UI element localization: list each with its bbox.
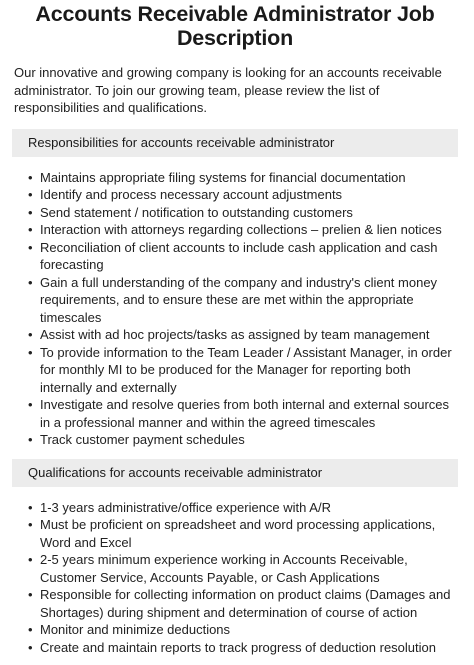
list-item-text: Must be proficient on spreadsheet and word processing applications, Word and Excel [40,517,436,550]
bullet-icon: • [28,169,33,185]
list-item-text: Investigate and resolve queries from both internal and external sources in a professional manner and within the agreed timescales [40,397,450,430]
list-item [28,344,458,397]
list-item-text: Responsible for collecting information on product claims (Damages and Shortages) during shipment and determination of course of action [40,587,451,620]
list-item-text: Interaction with attorneys regarding collections – prelien & lien notices [40,222,442,237]
list-item-text: Track customer payment schedules [40,432,245,447]
list-item [28,431,458,449]
list-item-text: 1-3 years administrative/office experience with A/R [40,499,331,515]
bullet-icon: • [28,432,33,447]
responsibilities-list [12,169,458,449]
qualifications-list [12,499,458,657]
list-item-text: Identify and process necessary account adjustments [40,187,343,202]
list-item [28,239,458,274]
list-item-text: Assist with ad hoc projects/tasks as assigned by team management [40,327,430,342]
list-item-text: Maintains appropriate filing systems for financial documentation [40,169,406,185]
list-item [28,186,458,204]
list-item-text: Create and maintain reports to track progress of deduction resolution [40,639,436,655]
list-item [28,326,458,344]
list-item-text: To provide information to the Team Leader / Assistant Manager, in order for monthly MI to be produced for the Manager for reporting both internally and externally [40,344,452,395]
bullet-icon: • [28,397,33,412]
list-item [28,516,458,551]
bullet-icon: • [28,552,33,567]
page-title: Accounts Receivable Administrator Job Description [35,2,435,50]
bullet-icon: • [28,222,33,237]
list-item [28,499,458,517]
bullet-icon: • [28,344,33,360]
list-item [28,396,458,431]
list-item [28,586,458,621]
list-item-text: Gain a full understanding of the company and industry's client money requirements, and to ensure these are met within the appropriate timescales [40,274,438,325]
list-item [28,551,458,586]
qualifications-heading: Qualifications for accounts receivable administrator [12,459,458,487]
list-item [28,274,458,327]
responsibilities-heading: Responsibilities for accounts receivable administrator [12,129,458,157]
list-item [28,169,458,187]
bullet-icon: • [28,587,33,602]
list-item [28,621,458,639]
intro-paragraph: Our innovative and growing company is looking for an accounts receivable administrator. To join our growing team, please review the list of responsibilities and qualifications. [14,65,442,115]
list-item [28,204,458,222]
bullet-icon: • [28,274,33,290]
list-item-text: Reconciliation of client accounts to include cash application and cash forecasting [40,239,438,272]
list-item-text: 2-5 years minimum experience working in Accounts Receivable, Customer Service, Accounts Payable, or Cash Applications [40,552,408,585]
list-item [28,639,458,657]
bullet-icon: • [28,187,33,202]
bullet-icon: • [28,517,33,532]
bullet-icon: • [28,327,33,342]
bullet-icon: • [28,499,33,515]
bullet-icon: • [28,639,33,655]
bullet-icon: • [28,239,33,255]
list-item-text: Send statement / notification to outstanding customers [40,204,353,220]
bullet-icon: • [28,622,33,637]
list-item [28,221,458,239]
list-item-text: Monitor and minimize deductions [40,622,231,637]
bullet-icon: • [28,204,33,220]
